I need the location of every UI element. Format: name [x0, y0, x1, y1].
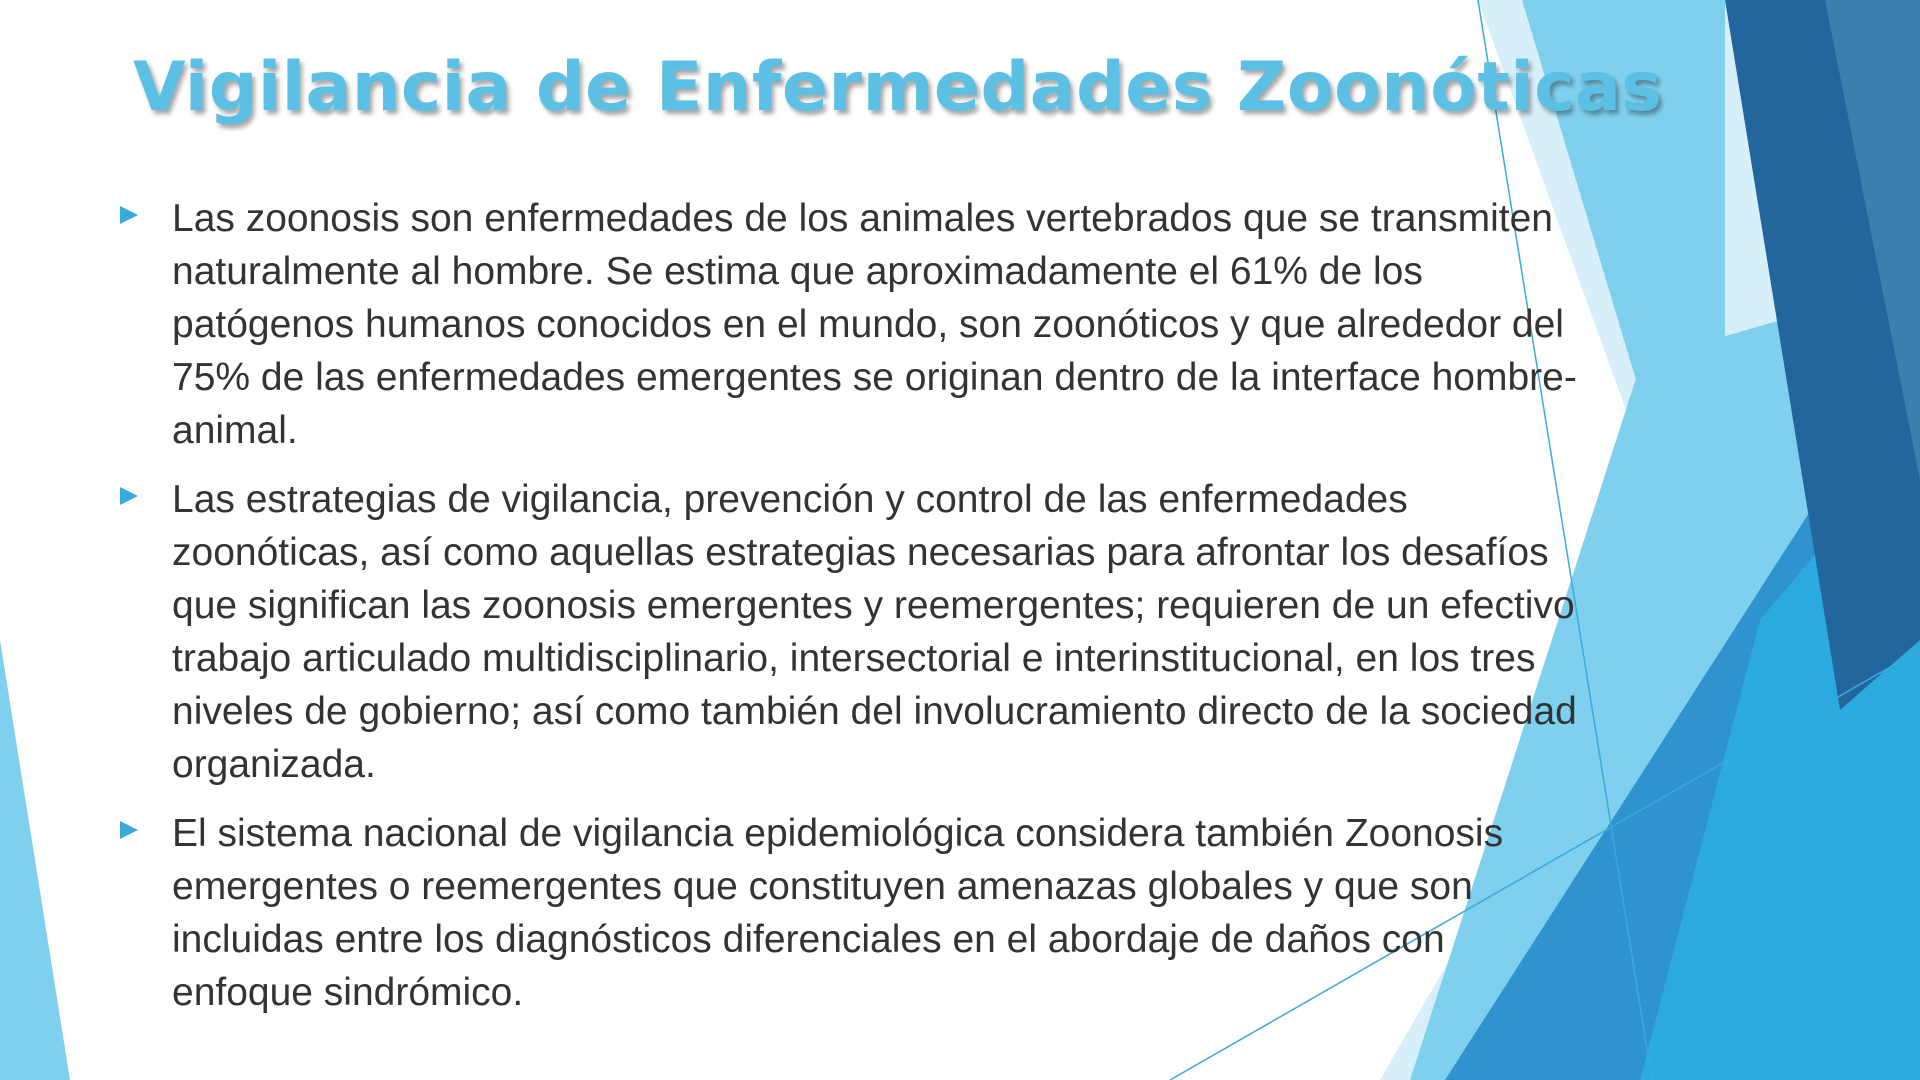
text-line: incluidas entre los diagnósticos diferenciales en el abordaje de daños con — [172, 918, 1445, 961]
bullet-item-3 — [118, 807, 1618, 1019]
text-line: 75% de las enfermedades emergentes se originan dentro de la interface hombre- — [172, 356, 1577, 399]
bullet-list — [118, 192, 1618, 1035]
text-line: patógenos humanos conocidos en el mundo, son zoonóticos y que alrededor del — [172, 303, 1564, 346]
bullet-item-1 — [118, 192, 1618, 457]
bullet-text-1 — [172, 192, 1618, 457]
text-line: que significan las zoonosis emergentes y reemergentes; requieren de un efectivo — [172, 584, 1575, 627]
text-line: Las estrategias de vigilancia, prevención y control de las enfermedades — [172, 478, 1408, 521]
triangle-right-icon — [120, 487, 138, 505]
text-line: naturalmente al hombre. Se estima que aproximadamente el 61% de los — [172, 250, 1423, 293]
text-line: animal. — [172, 409, 298, 452]
triangle-right-icon — [120, 206, 138, 224]
text-line: El sistema nacional de vigilancia epidemiológica considera también Zoonosis — [172, 812, 1504, 855]
slide-title: Vigilancia de Enfermedades Zoonóticas — [133, 48, 1663, 127]
text-line: trabajo articulado multidisciplinario, intersectorial e interinstitucional, en los tres — [172, 637, 1536, 680]
bullet-text-3 — [172, 807, 1618, 1019]
text-line: niveles de gobierno; así como también del involucramiento directo de la sociedad — [172, 690, 1577, 733]
text-line: emergentes o reemergentes que constituyen amenazas globales y que son — [172, 865, 1473, 908]
text-line: Las zoonosis son enfermedades de los animales vertebrados que se transmiten — [172, 197, 1553, 240]
text-line: zoonóticas, así como aquellas estrategias necesarias para afrontar los desafíos — [172, 531, 1549, 574]
text-line: enfoque sindrómico. — [172, 971, 524, 1014]
bullet-text-2 — [172, 473, 1618, 791]
left-edge-shape — [0, 640, 70, 1080]
triangle-right-icon — [120, 821, 138, 839]
text-line: organizada. — [172, 743, 376, 786]
bullet-item-2 — [118, 473, 1618, 791]
